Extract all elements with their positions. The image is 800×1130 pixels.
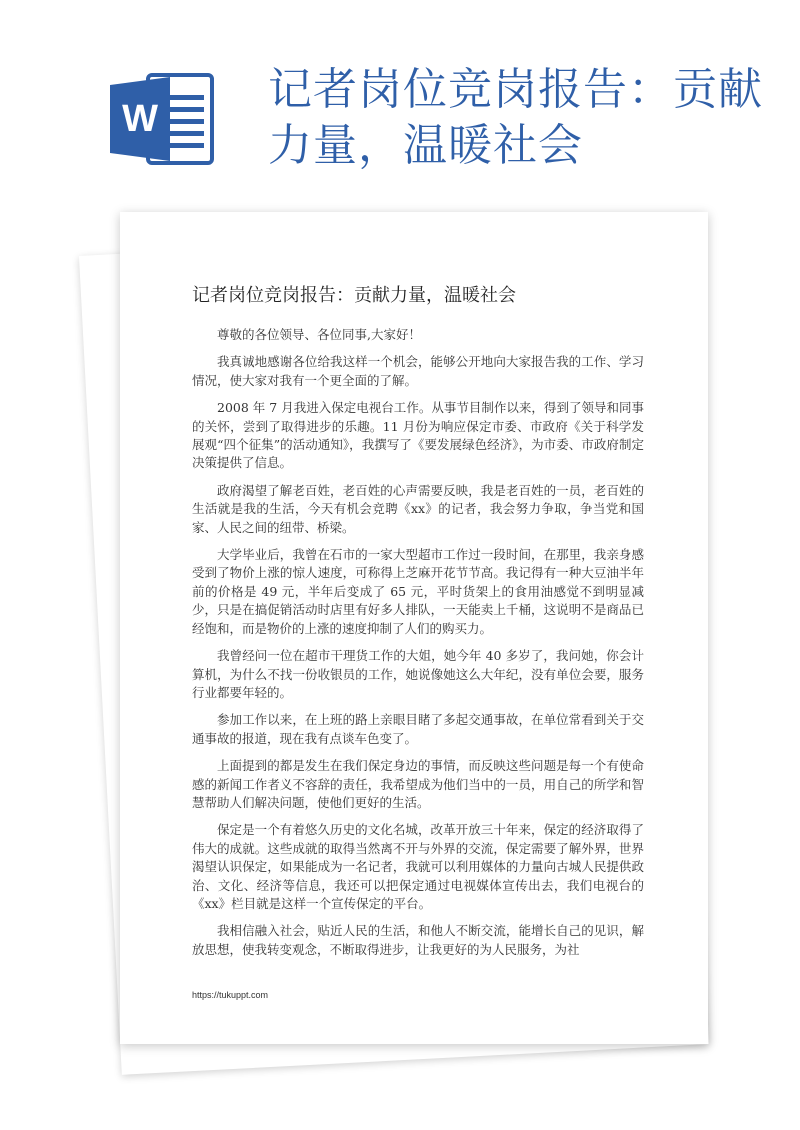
paragraph: 我相信融入社会，贴近人民的生活，和他人不断交流，能增长自己的见识，解放思想，使我转变观念，不断取得进步，让我更好的为人民服务，为社	[192, 923, 644, 957]
footer-url: https://tukuppt.com	[192, 990, 269, 1000]
svg-text:W: W	[122, 98, 158, 140]
paragraph: 2008 年 7 月我进入保定电视台工作。从事节目制作以来，得到了领导和同事的关怀，尝到了取得进步的乐趣。11 月份为响应保定市委、市政府《关于科学发展观“四个征集”的活动通知》，我撰写了《要发展绿色经济》，为市委、市政府制定决策提供了信息。	[192, 400, 644, 471]
word-icon	[110, 73, 214, 165]
document-page	[120, 212, 708, 1044]
paragraph: 我真诚地感谢各位给我这样一个机会，能够公开地向大家报告我的工作、学习情况，使大家对我有一个更全面的了解。	[192, 354, 644, 388]
paragraph: 保定是一个有着悠久历史的文化名城，改革开放三十年来，保定的经济取得了伟大的成就。这些成就的取得当然离不开与外界的交流，保定需要了解外界，世界渴望认识保定，如果能成为一名记者，我就可以利用媒体的力量向古城人民提供政治、文化、经济等信息，我还可以把保定通过电视媒体宣传出去，我们电视台的《xx》栏目就是这样一个宣传保定的平台。	[192, 822, 644, 911]
paragraph: 我曾经问一位在超市干理货工作的大姐，她今年 40 多岁了，我问她，你会计算机，为什么不找一份收银员的工作，她说像她这么大年纪，没有单位会要，服务行业都要年轻的。	[192, 648, 644, 700]
document-body	[192, 326, 644, 968]
paragraph: 参加工作以来，在上班的路上亲眼目睹了多起交通事故，在单位常看到关于交通事故的报道，现在我有点谈车色变了。	[192, 712, 644, 746]
paragraph: 上面提到的都是发生在我们保定身边的事情，而反映这些问题是每一个有使命感的新闻工作者义不容辞的责任，我希望成为他们当中的一员，用自己的所学和智慧帮助人们解决问题，使他们更好的生活。	[192, 758, 644, 810]
paragraph: 大学毕业后，我曾在石市的一家大型超市工作过一段时间，在那里，我亲身感受到了物价上涨的惊人速度，可称得上芝麻开花节节高。我记得有一种大豆油半年前的价格是 49 元，半年后变成了 65 元，平时货架上的食用油感觉不到明显减少，只是在搞促销活动时店里有好多人排队，一天能卖上千桶，这说明不是商品已经饱和，而是物价的上涨的速度抑制了人们的购买力。	[192, 547, 644, 636]
paragraph: 尊敬的各位领导、各位同事,大家好！	[217, 327, 421, 342]
paragraph: 政府渴望了解老百姓，老百姓的心声需要反映，我是老百姓的一员，老百姓的生活就是我的生活，今天有机会竞聘《xx》的记者，我会努力争取，争当党和国家、人民之间的纽带、桥梁。	[192, 482, 644, 535]
header-title: 记者岗位竞岗报告：贡献力量，温暖社会	[268, 64, 763, 171]
document-title: 记者岗位竞岗报告：贡献力量，温暖社会	[192, 285, 516, 306]
